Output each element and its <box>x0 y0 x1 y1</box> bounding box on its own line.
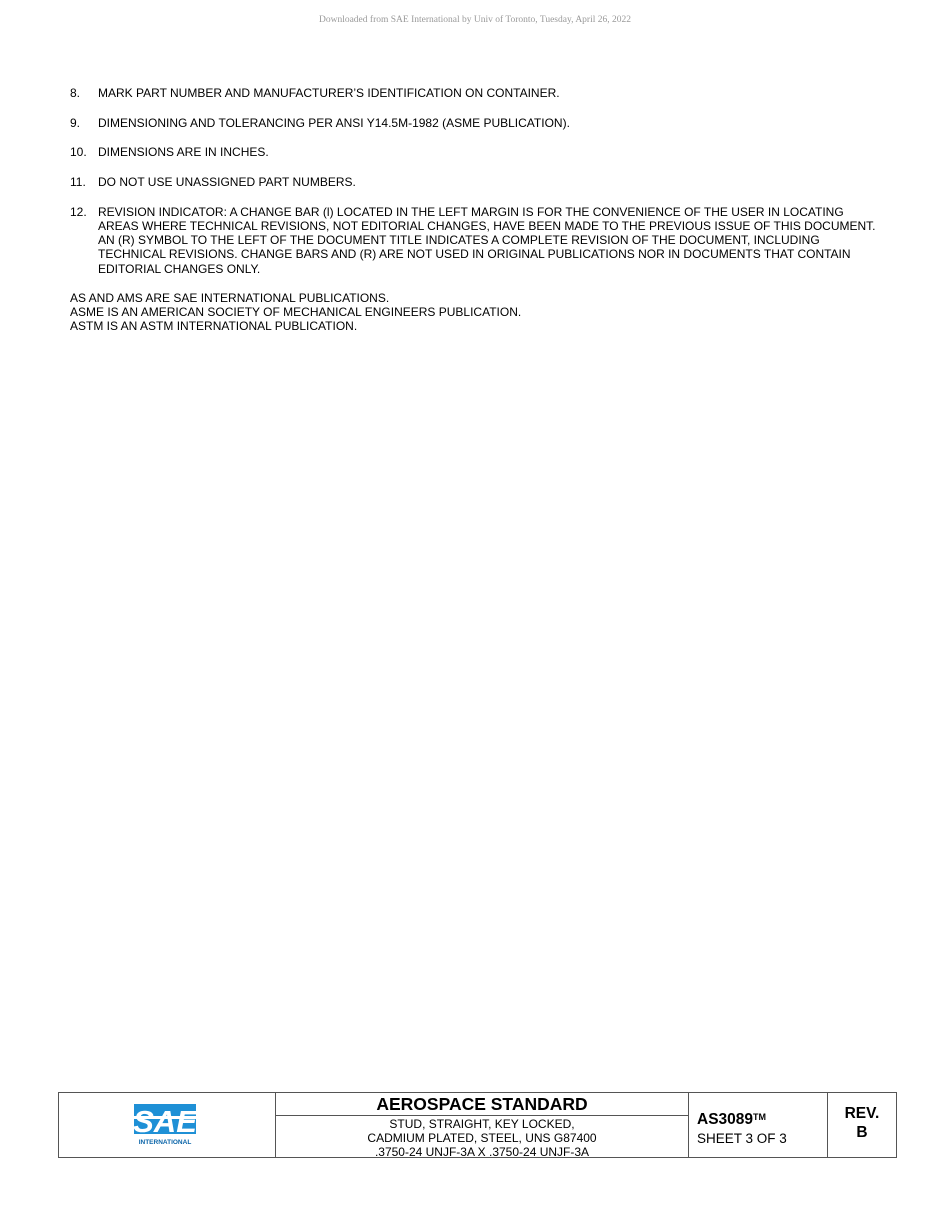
note-number: 9. <box>70 115 81 130</box>
note-item <box>70 175 882 189</box>
title-cell <box>276 1093 689 1157</box>
note-number: 12. <box>70 204 87 219</box>
note-item <box>70 205 882 276</box>
revision-label: REV. <box>844 1105 880 1122</box>
note-item <box>70 145 882 159</box>
revision-cell <box>828 1093 896 1157</box>
document-number-text: AS3089 <box>697 1111 754 1128</box>
note-text: MARK PART NUMBER AND MANUFACTURER’S IDENTIFICATION ON CONTAINER. <box>98 86 560 100</box>
title-line: CADMIUM PLATED, STEEL, UNS G87400 <box>367 1131 597 1145</box>
title-block <box>58 1092 897 1158</box>
logo-text: SAE <box>133 1104 197 1139</box>
trademark-mark: TM <box>753 1112 767 1122</box>
note-text: DIMENSIONING AND TOLERANCING PER ANSI Y14.5M-1982 (ASME PUBLICATION). <box>98 115 570 130</box>
sae-logo-icon <box>131 1102 203 1148</box>
logo-subtext: INTERNATIONAL <box>138 1139 192 1146</box>
document-number-cell <box>689 1093 828 1157</box>
note-item <box>70 86 882 100</box>
notes-list <box>70 86 882 291</box>
sheet-number: SHEET 3 OF 3 <box>697 1131 787 1146</box>
note-number: 8. <box>70 86 81 100</box>
note-number: 11. <box>70 175 86 190</box>
note-text: DO NOT USE UNASSIGNED PART NUMBERS. <box>98 175 356 190</box>
logo-cell <box>59 1093 276 1157</box>
document-number <box>697 1107 827 1130</box>
document-title <box>276 1116 688 1159</box>
publication-line: ASME IS AN AMERICAN SOCIETY OF MECHANICAL ENGINEERS PUBLICATION. <box>70 305 522 320</box>
document-heading: AEROSPACE STANDARD <box>276 1093 688 1116</box>
publication-line: AS AND AMS ARE SAE INTERNATIONAL PUBLICATIONS. <box>70 291 390 305</box>
note-text: DIMENSIONS ARE IN INCHES. <box>98 145 269 160</box>
title-line: STUD, STRAIGHT, KEY LOCKED, <box>389 1117 575 1131</box>
title-line: .3750-24 UNJF-3A X .3750-24 UNJF-3A <box>374 1145 590 1159</box>
revision-value: B <box>856 1124 868 1141</box>
note-item <box>70 116 882 130</box>
note-text: REVISION INDICATOR: A CHANGE BAR (l) LOCATED IN THE LEFT MARGIN IS FOR THE CONVENIENCE OF THE USER IN LOCATING AREAS WHERE TECHNICAL REVISIONS, NOT EDITORIAL CHANGES, HAVE BEEN MADE TO THE PREVIOUS ISSUE OF THIS DOCUMENT. AN (R) SYMBOL TO THE LEFT OF THE DOCUMENT TITLE INDICATES A COMPLETE REVISION OF THE DOCUMENT, INCLUDING TECHNICAL REVISIONS. CHANGE BARS AND (R) ARE NOT USED IN ORIGINAL PUBLICATIONS NOR IN DOCUMENTS THAT CONTAIN EDITORIAL CHANGES ONLY. <box>98 204 876 276</box>
note-number: 10. <box>70 145 87 160</box>
publication-line: ASTM IS AN ASTM INTERNATIONAL PUBLICATION. <box>70 319 358 334</box>
download-watermark: Downloaded from SAE International by Univ of Toronto, Tuesday, April 26, 2022 <box>318 15 631 25</box>
publications-list <box>70 291 521 334</box>
